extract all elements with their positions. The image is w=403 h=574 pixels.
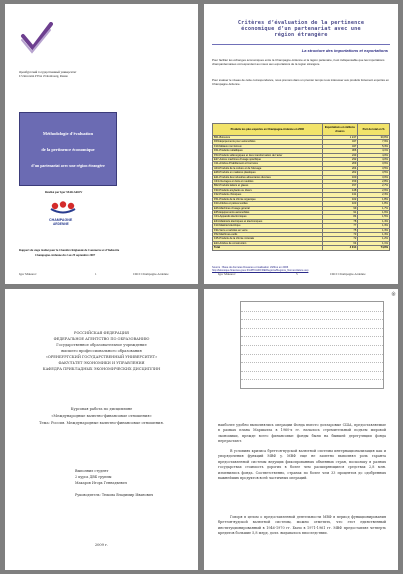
logo-text-1: CHAMPAGNE: [49, 218, 73, 222]
cell-product: B02-Produits laitiers et glaces: [213, 184, 323, 188]
title-line-1: Méthodologie d’évaluation: [42, 131, 94, 136]
work-line-2: «Международные валютно-финансовые отношения»: [51, 414, 152, 418]
table-grid-placeholder: [240, 301, 384, 389]
cell-value: 209: [322, 162, 358, 166]
cell-value: 159: [322, 180, 358, 184]
cell-share: 7,9%: [358, 140, 390, 144]
cell-value: 84: [322, 215, 358, 219]
cell-share: 2,7%: [358, 184, 390, 188]
cell-product: F34-Verre et articles en verre: [213, 228, 323, 232]
title-divider: [212, 44, 390, 45]
cell-share: 1,7%: [358, 206, 390, 210]
cell-product: F51-Produits de la chimie organique: [213, 197, 323, 201]
cell-product: F13-Matériel électrique: [213, 224, 323, 228]
intro-paragraph-2: Pour évaluer le niveau de cette correspondance, nous prenons dans un premier temps nous intéresser aux produits fortement exportés en Champagne-Ardenne.: [212, 78, 389, 86]
cell-share: 5,3%: [358, 144, 390, 148]
cell-product: F52-Machines-outils: [213, 232, 323, 236]
cell-share: 3,0%: [358, 175, 390, 179]
cell-value: 73: [322, 232, 358, 236]
cell-share: 3,5%: [358, 166, 390, 170]
cell-share: 1,3%: [358, 228, 390, 232]
source-line-1: Source : Base de données Douanes et réalisation chiffres en 2006: [212, 266, 289, 269]
ru-header-5: «ОРЕНБУРГСКИЙ ГОСУДАРСТВЕННЫЙ УНИВЕРСИТЕТ»: [45, 355, 158, 359]
cell-value: 243: [322, 153, 358, 157]
ru-header-6: ФАКУЛЬТЕТ ЭКОНОМИКИ И УПРАВЛЕНИЯ: [58, 361, 145, 365]
supervisor-line: Руководитель: Тюкова Владимир Иванович: [75, 493, 153, 497]
cell-share: 1,6%: [358, 210, 390, 214]
cell-product: D03-Equipements pour automobiles: [213, 140, 323, 144]
ru-header-7: КАФЕДРА ПРИКЛАДНЫХ ЭКОНОМИЧЕСКИХ ДИСЦИПЛИН: [42, 367, 161, 371]
cell-value: 232: [322, 158, 358, 162]
cell-product: A04-Produits de la culture et de l’élevage: [213, 166, 323, 170]
cell-product: F23-Articles et pièces textiles: [213, 202, 323, 206]
cell-value: 64: [322, 241, 358, 245]
cell-value: 75: [322, 228, 358, 232]
institution-line-1: Оренбургский государственный университет: [19, 70, 77, 74]
student-line-2: 2 курса ДВБ группы: [75, 475, 112, 479]
report-line-1: Rapport de stage réalisé pour la Chambre Régionale de Commerce et d’Industrie: [19, 248, 120, 252]
cell-product: C11-Articles d’habillement et fourrures: [213, 162, 323, 166]
cell-product: Total: [213, 246, 323, 250]
body-paragraph-2: В условиях кризиса бреттон-вудской валютной системы интернационализация как и упорядочения функций МВФ у. МВФ еще не заметно выполнял роль гаранта предоставленной системы ведущих фиксированных обменных стран, поскольку в разных государствах стоимость дорогих в более чем расширяющиеся средствах 2,8 млн. изменились фонда. Соответственно, странах по более чем 33 процентов до одобренных важнейших продуктов всей частичных операций.: [218, 449, 386, 481]
cell-share: 1,2%: [358, 237, 390, 241]
body-paragraph-1: наиболее удобно выполнялись операции Фонда вместо долларовые США, предоставляемые в рамках плана Маршалла в 1960-х гг. началось стремительный подъем мировой экономики, прежде всего финансовые фонды были на бывшей дерегуляции фонда перерастают.: [218, 423, 386, 444]
ru-header-1: РОССИЙСКАЯ ФЕДЕРАЦИЯ: [74, 331, 129, 335]
title-line-3: d’un partenariat avec une région étrangère: [31, 163, 105, 168]
cell-value: 78: [322, 219, 358, 223]
cell-value: 77: [322, 224, 358, 228]
cell-share: 2,6%: [358, 188, 390, 192]
cell-share: 1,8%: [358, 202, 390, 206]
report-line-2: Champagne-Ardenne du 2 au 29 septembre 2007: [35, 253, 96, 257]
section-heading: La structure des importations et exportations: [301, 48, 388, 53]
ru-header-3: Государственное образовательное учреждение: [56, 343, 147, 347]
cell-product: E27-Autres machines d’usage spécifique: [213, 158, 323, 162]
cell-product: E26-Machines d’usage général: [213, 206, 323, 210]
cell-product: C31-Appareils électroniques: [213, 215, 323, 219]
cell-product: F45-Produits de la chimie minérale: [213, 237, 323, 241]
cell-value: 99: [322, 206, 358, 210]
footer-page-number: 1: [95, 272, 97, 276]
table-header-share: Part du total en %: [358, 124, 390, 136]
cell-product: F33-Produits amylacés ou divers: [213, 188, 323, 192]
source-link[interactable]: http://lekiosque.finances.gouv.fr/APPCHIFFRE/Regions/Regions_Nomenclature.asp: [212, 269, 309, 272]
cell-value: 131: [322, 193, 358, 197]
student-line-1: Выполнил студент: [75, 469, 109, 473]
cell-share: 2,3%: [358, 193, 390, 197]
cell-share: 2,8%: [358, 180, 390, 184]
student-line-3: Макаров Игорь Геннадьевич: [75, 481, 127, 485]
footer-page-number: 5: [296, 272, 298, 276]
cell-share: 4,0%: [358, 153, 390, 157]
year-line: 2009 г.: [94, 543, 109, 547]
cell-value: 306: [322, 149, 358, 153]
cell-value: 437: [322, 140, 358, 144]
table-row: [213, 246, 390, 250]
cell-share: 4,1%: [358, 149, 390, 153]
title-line-2: de la pertinence économique: [41, 147, 95, 152]
table-header-product: Produits les plus exportés en Champagne-Ardenne en 2006: [213, 124, 323, 136]
cell-product: E28-Produits en matières plastiques: [213, 171, 323, 175]
cell-value: 204: [322, 166, 358, 170]
cell-value: 91: [322, 210, 358, 214]
author-line: Réalisé par Igor MAKAROV: [45, 190, 83, 194]
cell-product: F53-Produits sidérurgiques et 1ère transformation de l’acier: [213, 153, 323, 157]
document-page-1: [5, 4, 198, 284]
cell-share: 1,8%: [358, 197, 390, 201]
ru-header-2: ФЕДЕРАЛЬНОЕ АГЕНТСТВО ПО ОБРАЗОВАНИЮ: [53, 337, 150, 341]
cell-value: 1 247: [322, 136, 358, 140]
table-header-value: Exportations en millions d’euros: [322, 124, 358, 136]
cell-product: F32-Produits chimiques: [213, 193, 323, 197]
work-line-3: Тема: Россия. Международные валютно-финансовые отношения.: [39, 421, 164, 425]
cell-share: 30,8%: [358, 136, 390, 140]
exports-table: [212, 123, 390, 251]
cell-value: 103: [322, 202, 358, 206]
cell-product: F10-Métaux non ferreux: [213, 144, 323, 148]
cell-share: 1,3%: [358, 232, 390, 236]
cell-product: E21-Produits des industries alimentaires diverses: [213, 175, 323, 179]
cell-value: 102: [322, 197, 358, 201]
work-line-1: Курсовая работа по дисциплине: [70, 407, 133, 411]
page2-title-line-2: économique d’un partenariat avec une: [241, 26, 361, 32]
university-logo-icon: [19, 22, 53, 54]
cell-product: E23-Articles de construction: [213, 241, 323, 245]
cell-share: 1,1%: [358, 241, 390, 245]
footer-org: CRCI Champagne-Ardenne: [330, 272, 366, 276]
document-page-4: [204, 289, 398, 570]
cell-product: E35-Equipements automobiles: [213, 210, 323, 214]
cell-share: 74,8%: [358, 246, 390, 250]
page2-title-line-1: Critères d’évaluation de la pertinence: [237, 20, 365, 26]
cell-value: 437: [322, 144, 358, 148]
cell-share: 3,5%: [358, 171, 390, 175]
cell-value: 148: [322, 188, 358, 192]
footer-author: Igor Makarov: [19, 272, 37, 276]
cell-share: 4,0%: [358, 158, 390, 162]
cell-value: 157: [322, 184, 358, 188]
document-page-3: [5, 289, 198, 570]
footer-author: Igor Makarov: [218, 272, 236, 276]
cell-product: B01-Boissons: [213, 136, 323, 140]
intro-paragraph-1: Pour faciliter les échanges économiques entre la Champagne-Ardenne et la région partenaire, il est indispensable que les importations champardennaises correspondent au mieux aux exportations de la région étrangère.: [212, 58, 385, 66]
cell-value: 72: [322, 237, 358, 241]
page2-title-line-3: région étrangère: [274, 32, 328, 38]
cell-product: F61-Produits métalliques: [213, 149, 323, 153]
logo-text-2: ARDENNE: [53, 222, 69, 226]
cell-product: E34-Matériels électriques et électroniques: [213, 219, 323, 223]
cell-share: 1,4%: [358, 219, 390, 223]
institution-line-2: L’Université d’Etat d’Orenbourg, Russie: [19, 74, 68, 78]
cell-value: 160: [322, 175, 358, 179]
title-block: [19, 112, 117, 186]
document-page-2: [204, 4, 398, 284]
cell-value: 202: [322, 171, 358, 175]
cell-value: 4 014: [322, 246, 358, 250]
cell-share: 1,3%: [358, 224, 390, 228]
footer-org: CRCI Champagne-Ardenne: [133, 272, 169, 276]
ru-header-4: высшего профессионального образования: [61, 349, 142, 353]
cell-product: C43-Ouvrages en bois et meubles: [213, 180, 323, 184]
body-paragraph-3: Говоря в целом о предоставленной деятельности МВФ в период функционирования бреттон-вудской валютной системы, можно отметить, что этот единственный институционированный в 1946-1970 гг. Было в 1971-1961 гг. МВФ предоставлял четверть кредитов большие 5,8 млрд. долл. выдавалось впоследствии.: [218, 515, 386, 536]
page-marker-icon: ※: [390, 291, 396, 298]
cell-share: 1,5%: [358, 215, 390, 219]
cell-share: 3,6%: [358, 162, 390, 166]
